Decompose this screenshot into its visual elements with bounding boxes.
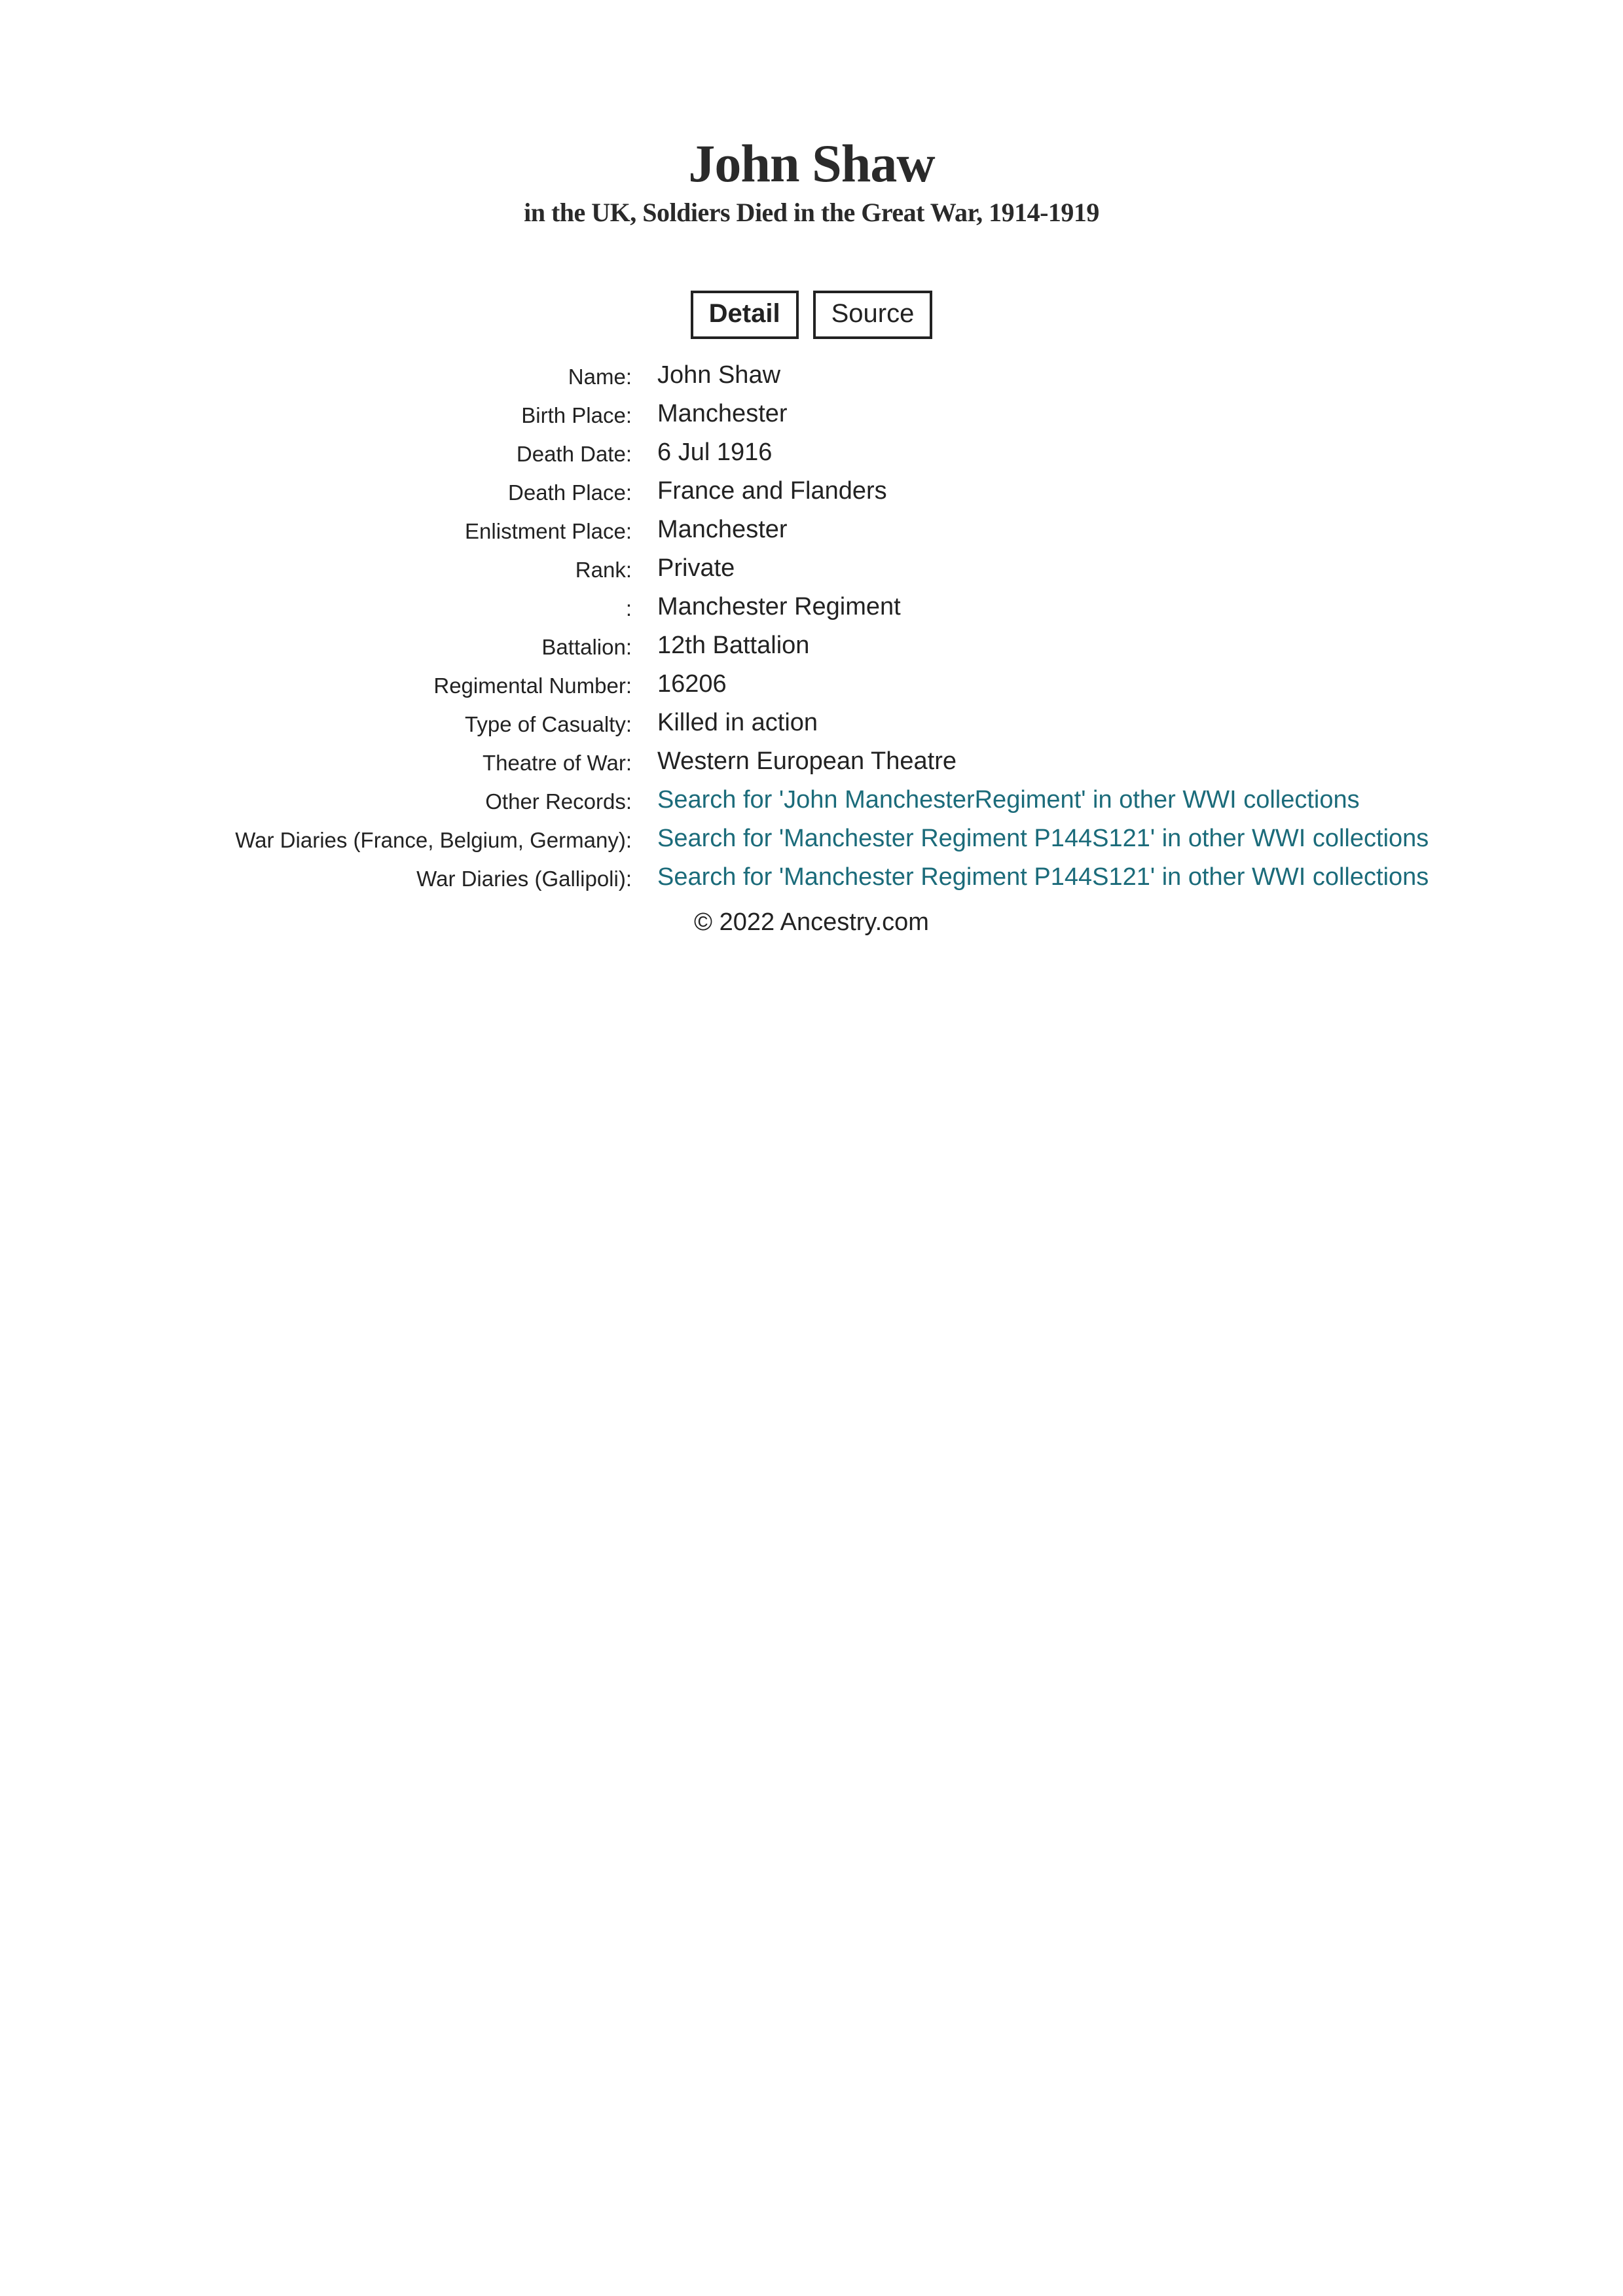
war-diaries-france-search-link[interactable]: Search for 'Manchester Regiment P144S121' in other WWI collections bbox=[657, 825, 1429, 852]
record-row-battalion bbox=[0, 628, 1623, 666]
record-row-rank bbox=[0, 550, 1623, 589]
record-row-war-diaries-gallipoli bbox=[0, 859, 1623, 898]
field-value: Manchester Regiment bbox=[657, 593, 901, 620]
field-label: Enlistment Place: bbox=[465, 519, 632, 543]
field-label: War Diaries (France, Belgium, Germany): bbox=[235, 828, 632, 852]
other-records-search-link[interactable]: Search for 'John ManchesterRegiment' in other WWI collections bbox=[657, 786, 1360, 814]
field-value: 16206 bbox=[657, 670, 727, 698]
record-row-type-of-casualty bbox=[0, 705, 1623, 744]
field-label: : bbox=[625, 596, 632, 620]
field-label: Regimental Number: bbox=[433, 673, 632, 698]
record-row-regimental-number bbox=[0, 666, 1623, 705]
collection-subtitle: in the UK, Soldiers Died in the Great War, 1914-1919 bbox=[524, 198, 1099, 227]
field-value: 6 Jul 1916 bbox=[657, 439, 773, 466]
field-label: War Diaries (Gallipoli): bbox=[416, 867, 632, 891]
copyright-footer: © 2022 Ancestry.com bbox=[694, 908, 929, 936]
page-title: John Shaw bbox=[688, 134, 935, 193]
war-diaries-gallipoli-search-link[interactable]: Search for 'Manchester Regiment P144S121' in other WWI collections bbox=[657, 863, 1429, 891]
record-row-other-records bbox=[0, 782, 1623, 821]
field-label: Theatre of War: bbox=[482, 751, 632, 775]
field-label: Death Place: bbox=[508, 480, 632, 505]
field-value: France and Flanders bbox=[657, 477, 887, 505]
field-value: Western European Theatre bbox=[657, 747, 957, 775]
field-label: Rank: bbox=[575, 558, 632, 582]
record-tabs bbox=[0, 291, 1623, 339]
record-row-regiment bbox=[0, 589, 1623, 628]
field-label: Type of Casualty: bbox=[465, 712, 632, 736]
record-row-birth-place bbox=[0, 396, 1623, 435]
field-label: Death Date: bbox=[516, 442, 632, 466]
record-row-enlistment-place bbox=[0, 512, 1623, 550]
record-row-war-diaries-france bbox=[0, 821, 1623, 859]
field-value: 12th Battalion bbox=[657, 632, 810, 659]
field-value: Private bbox=[657, 554, 735, 582]
record-details bbox=[0, 357, 1623, 898]
record-row-name bbox=[0, 357, 1623, 396]
field-value: Manchester bbox=[657, 400, 788, 427]
record-header bbox=[0, 131, 1623, 229]
field-label: Birth Place: bbox=[521, 403, 632, 427]
field-value: Killed in action bbox=[657, 709, 818, 736]
tab-detail[interactable]: Detail bbox=[691, 291, 799, 339]
field-value: Manchester bbox=[657, 516, 788, 543]
field-label: Other Records: bbox=[485, 789, 632, 814]
field-label: Battalion: bbox=[541, 635, 632, 659]
record-row-theatre-of-war bbox=[0, 744, 1623, 782]
record-row-death-date bbox=[0, 435, 1623, 473]
field-label: Name: bbox=[568, 365, 632, 389]
field-value: John Shaw bbox=[657, 361, 781, 389]
record-row-death-place bbox=[0, 473, 1623, 512]
tab-source[interactable]: Source bbox=[813, 291, 933, 339]
